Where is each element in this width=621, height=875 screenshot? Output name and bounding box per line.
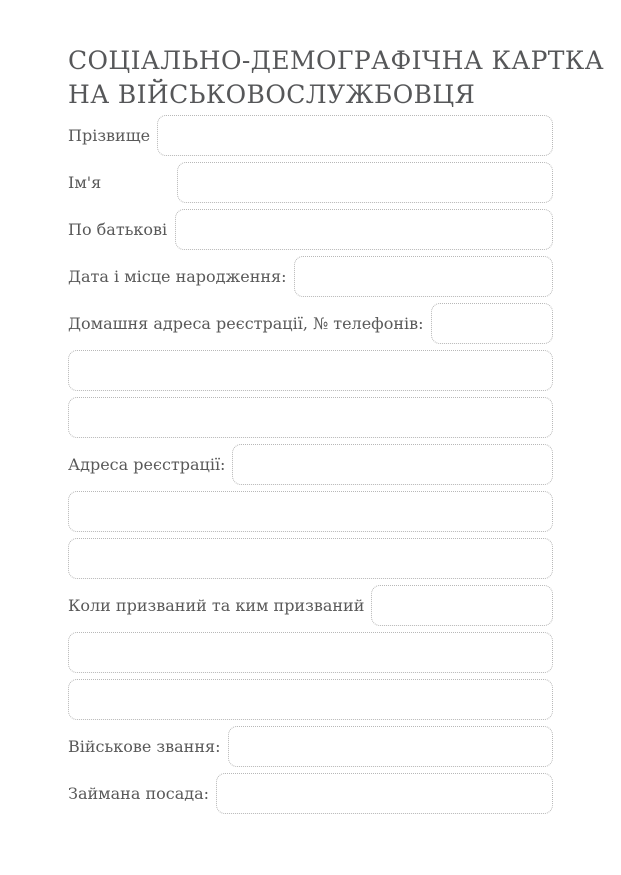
birth-date-place-input[interactable]: [294, 256, 553, 297]
form-row-conscription-line2: [68, 632, 553, 673]
home-address-line2-input[interactable]: [68, 350, 553, 391]
registration-address-input[interactable]: [232, 444, 553, 485]
first-name-input[interactable]: [177, 162, 553, 203]
form-row-conscription: [68, 585, 553, 626]
page-title-line2: НА ВІЙСЬКОВОСЛУЖБОВЦЯ: [68, 80, 476, 109]
registration-address-line3-input[interactable]: [68, 538, 553, 579]
position-label: Займана посада:: [68, 783, 210, 803]
home-address-line3-input[interactable]: [68, 397, 553, 438]
surname-input[interactable]: [157, 115, 553, 156]
conscription-line3-input[interactable]: [68, 679, 553, 720]
registration-address-label: Адреса реєстрації:: [68, 454, 226, 474]
military-rank-input[interactable]: [228, 726, 554, 767]
conscription-label: Коли призваний та ким призваний: [68, 595, 365, 615]
form-row-patronymic: [68, 209, 553, 250]
form-row-home-address-line2: [68, 350, 553, 391]
form-row-registration-address-line3: [68, 538, 553, 579]
page-title-line1: СОЦІАЛЬНО-ДЕМОГРАФІЧНА КАРТКА: [68, 46, 604, 75]
patronymic-input[interactable]: [175, 209, 553, 250]
patronymic-label: По батькові: [68, 219, 168, 239]
form-row-home-address: [68, 303, 553, 344]
birth-date-place-label: Дата і місце народження:: [68, 266, 287, 286]
home-address-phones-input[interactable]: [431, 303, 553, 344]
first-name-label: Ім'я: [68, 172, 102, 192]
conscription-line2-input[interactable]: [68, 632, 553, 673]
page-title: [68, 44, 604, 112]
form-row-registration-address: [68, 444, 553, 485]
form-row-military-rank: [68, 726, 553, 767]
form-row-first-name: [68, 162, 553, 203]
form-row-birth-date-place: [68, 256, 553, 297]
form-row-home-address-line3: [68, 397, 553, 438]
position-input[interactable]: [216, 773, 553, 814]
military-rank-label: Військове звання:: [68, 736, 221, 756]
conscription-input[interactable]: [371, 585, 553, 626]
registration-address-line2-input[interactable]: [68, 491, 553, 532]
surname-label: Прізвище: [68, 125, 151, 145]
form-row-surname: [68, 115, 553, 156]
form-row-position: [68, 773, 553, 814]
form-row-conscription-line3: [68, 679, 553, 720]
form-row-registration-address-line2: [68, 491, 553, 532]
home-address-phones-label: Домашня адреса реєстрації, № телефонів:: [68, 313, 424, 333]
